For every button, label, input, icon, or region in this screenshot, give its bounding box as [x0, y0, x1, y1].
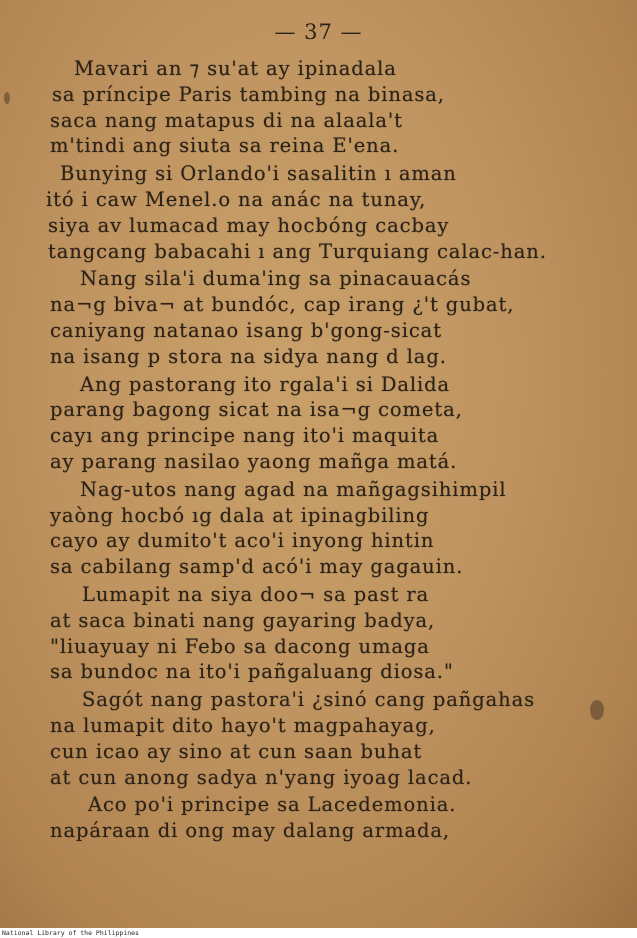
verse-line: sa bundoc na ito'i pañgaluang diosa.": [50, 660, 454, 684]
verse-line: napáraan di ong may dalang armada,: [50, 819, 451, 843]
verse-line: na isang p stora na sidya nang d lag.: [50, 344, 447, 368]
verse-line: sa cabilang samp'd acó'i may gagauin.: [50, 555, 464, 579]
verse-line: caniyang natanao isang b'gong-sicat: [50, 318, 442, 342]
verse-line: Bunying si Orlando'i sasalitin ı aman: [60, 162, 457, 186]
verse-line: itó i caw Menel.o na anác na tunay,: [46, 187, 427, 211]
verse-line: Mavari an ⁊ su'at ay ipinadala: [74, 57, 397, 80]
verse-line: parang bagong sicat na isa¬g cometa,: [50, 398, 463, 422]
stanza: [0, 56, 637, 159]
verse-line: Lumapit na siya doo¬ sa past ra: [82, 582, 430, 606]
verse-line: at saca binati nang gayaring badya,: [50, 608, 436, 632]
verse-line: na¬g biva¬ at bundóc, cap irang ¿'t gubat,: [50, 293, 515, 317]
ink-blot: [590, 700, 604, 720]
stanza: [0, 477, 637, 580]
stanza: [0, 582, 637, 685]
verse-line: cayı ang principe nang ito'i maquita: [50, 424, 440, 448]
poem-body: [0, 56, 637, 846]
verse-line: saca nang matapus di na alaala't: [50, 108, 403, 132]
verse-line: Ang pastorang ito rgala'i si Dalida: [80, 372, 451, 396]
verse-line: Aco po'i principe sa Lacedemonia.: [88, 793, 457, 817]
verse-line: tangcang babacahi ı ang Turquiang calac-han.: [48, 239, 547, 263]
verse-line: Nag-utos nang agad na mañgagsihimpil: [80, 477, 507, 501]
stanza: [0, 792, 637, 844]
verse-line: siya av lumacad may hocbóng cacbay: [48, 213, 450, 237]
verse-line: yaòng hocbó ıg dala at ipinagbiling: [50, 503, 430, 527]
verse-line: Nang sila'i duma'ing sa pinacauacás: [80, 267, 472, 291]
stanza: [0, 161, 637, 264]
verse-line: ay parang nasilao yaong mañga matá.: [50, 449, 458, 473]
verse-line: Sagót nang pastora'i ¿sinó cang pañgahas: [82, 688, 536, 712]
ink-blot: [4, 92, 10, 104]
verse-line: "liuayuay ni Febo sa dacong umaga: [50, 634, 430, 658]
stanza: [0, 687, 637, 790]
verse-line: cun icao ay sino at cun saan buhat: [50, 739, 423, 763]
verse-line: na lumapit dito hayo't magpahayag,: [50, 713, 436, 737]
verse-line: cayo ay dumito't aco'i inyong hintin: [50, 529, 435, 553]
verse-line: at cun anong sadya n'yang iyoag lacad.: [50, 765, 473, 789]
footer-credit: National Library of the Philippines: [2, 929, 139, 937]
verse-line: sa príncipe Paris tambing na binasa,: [52, 82, 445, 106]
stanza: [0, 266, 637, 369]
page-number: — 37 —: [274, 20, 363, 44]
stanza: [0, 372, 637, 475]
verse-line: m'tindi ang siuta sa reina E'ena.: [50, 134, 400, 158]
